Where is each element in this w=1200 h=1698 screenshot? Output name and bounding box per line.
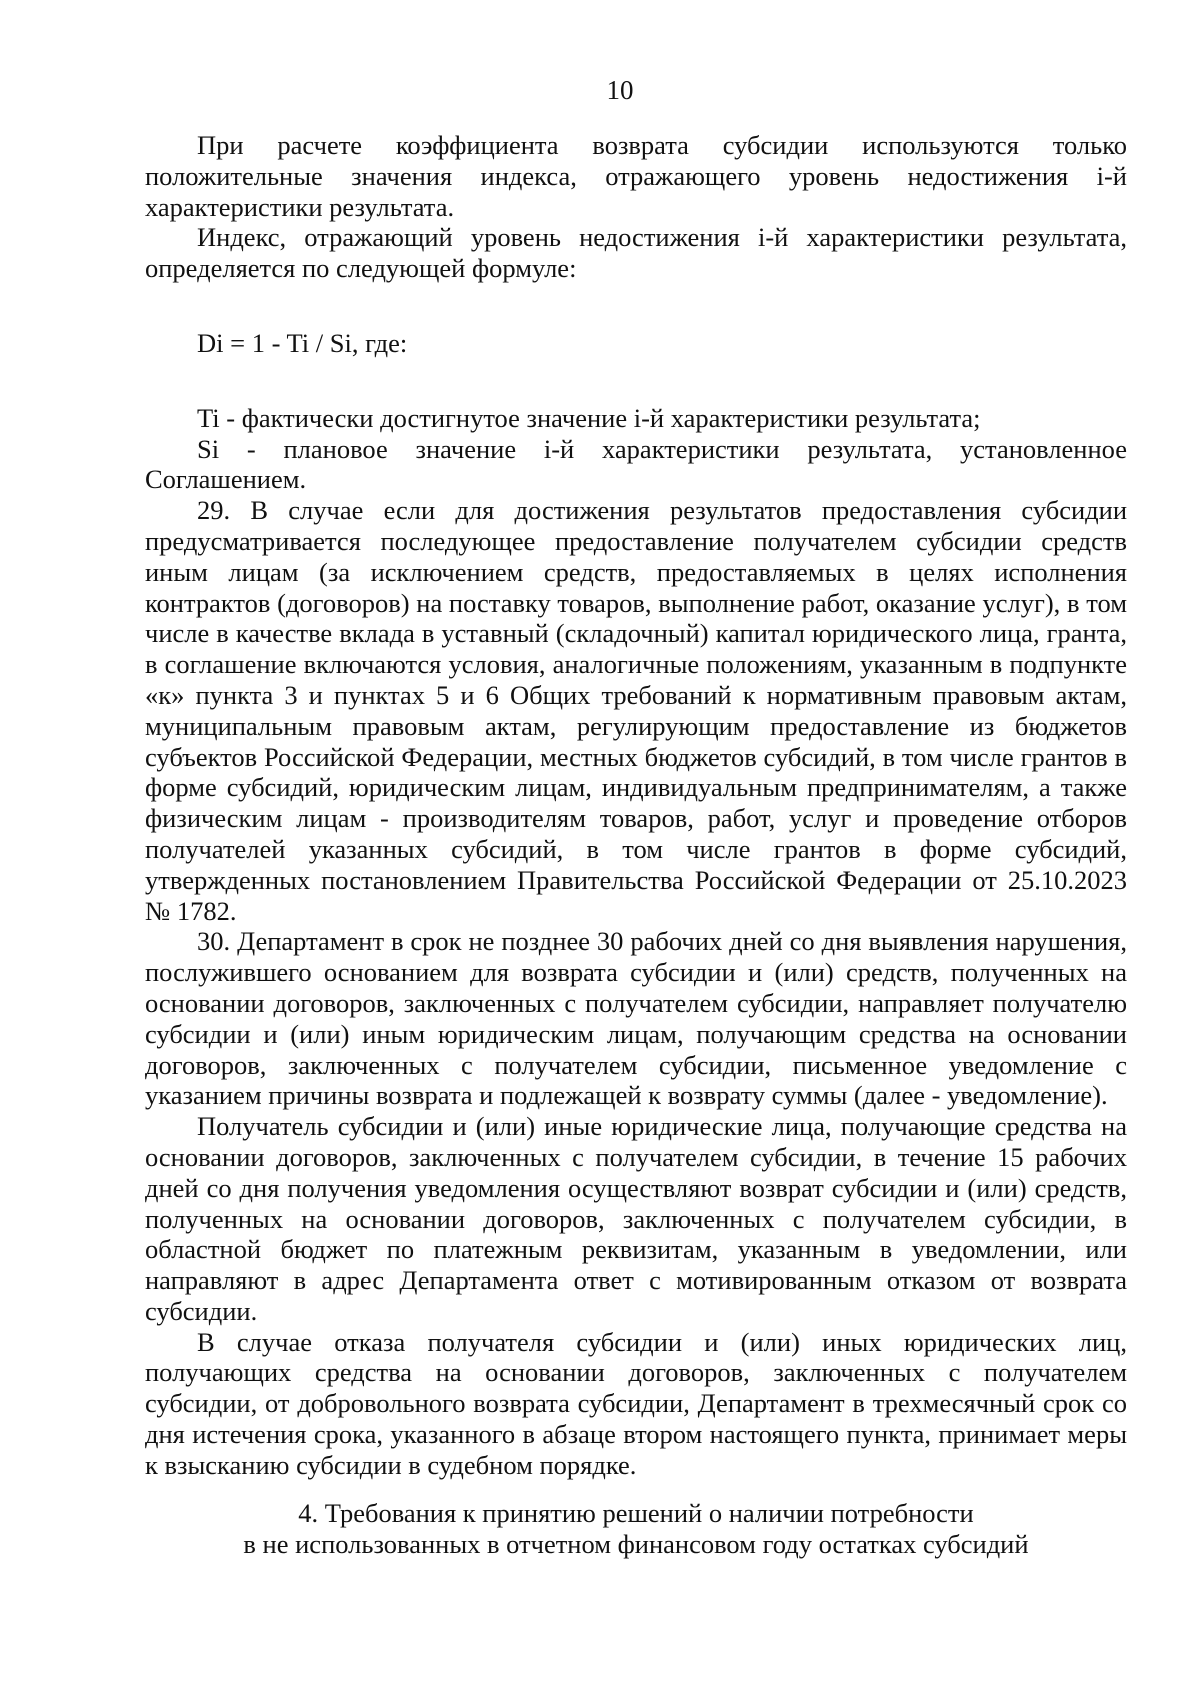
- definition-si: Si - плановое значение i-й характеристики результата, установленное Соглашением.: [145, 433, 1127, 495]
- item-29: 29. В случае если для достижения результатов предоставления субсидии предусматривается последующее предоставление получателем субсидии средств иным лицам (за исключением средств, предоставляемых в целях исполнения контрактов (договоров) на поставку товаров, выполнение работ, оказание услуг), в том числе в качестве вклада в уставный (складочный) капитал юридического лица, гранта, в соглашение включаются условия, аналогичные положениям, указанным в подпункте «к» пункта 3 и пунктах 5 и 6 Общих требований к нормативным правовым актам, муниципальным правовым актам, регулирующим предоставление из бюджетов субъектов Российской Федерации, местных бюджетов субсидий, в том числе грантов в форме субсидий, юридическим лицам, индивидуальным предпринимателям, а также физическим лицам - производителям товаров, работ, услуг и проведение отборов получателей указанных субсидий, в том числе грантов в форме субсидий, утвержденных постановлением Правительства Российской Федерации от 25.10.2023 № 1782.: [145, 495, 1127, 926]
- paragraph-refusal: В случае отказа получателя субсидии и (или) иных юридических лиц, получающих средства на основании договоров, заключенных с получателем субсидии, от добровольного возврата субсидии, Департамент в трехмесячный срок со дня истечения срока, указанного в абзаце втором настоящего пункта, принимает меры к взысканию субсидии в судебном порядке.: [145, 1326, 1127, 1480]
- item-30: 30. Департамент в срок не позднее 30 рабочих дней со дня выявления нарушения, послужившего основанием для возврата субсидии и (или) средств, полученных на основании договоров, заключенных с получателем субсидии, направляет получателю субсидии и (или) иным юридическим лицам, получающим средства на основании договоров, заключенных с получателем субсидии, письменное уведомление с указанием причины возврата и подлежащей к возврату суммы (далее - уведомление).: [145, 926, 1127, 1111]
- section-heading: [145, 1498, 1127, 1560]
- document-body: [145, 130, 1127, 1481]
- formula: Di = 1 - Ti / Si, где:: [197, 327, 408, 358]
- section-heading-line-2: в не использованных в отчетном финансовом году остатках субсидий: [243, 1529, 1029, 1559]
- paragraph-recipient-return: Получатель субсидии и (или) иные юридические лица, получающие средства на основании договоров, заключенных с получателем субсидии, в течение 15 рабочих дней со дня получения уведомления осуществляют возврат субсидии и (или) средств, полученных на основании договоров, заключенных с получателем субсидии, в областной бюджет по платежным реквизитам, указанным в уведомлении, или направляют в адрес Департамента ответ с мотивированным отказом от возврата субсидии.: [145, 1111, 1127, 1326]
- page-number: 10: [606, 75, 634, 105]
- definition-ti: Ti - фактически достигнутое значение i-й характеристики результата;: [197, 402, 981, 433]
- paragraph-return-coefficient: При расчете коэффициента возврата субсидии используются только положительные значения индекса, отражающего уровень недостижения i-й характеристики результата.: [145, 130, 1127, 222]
- paragraph-index-definition: Индекс, отражающий уровень недостижения i-й характеристики результата, определяется по следующей формуле:: [145, 222, 1127, 284]
- section-heading-line-1: 4. Требования к принятию решений о наличии потребности: [298, 1498, 974, 1528]
